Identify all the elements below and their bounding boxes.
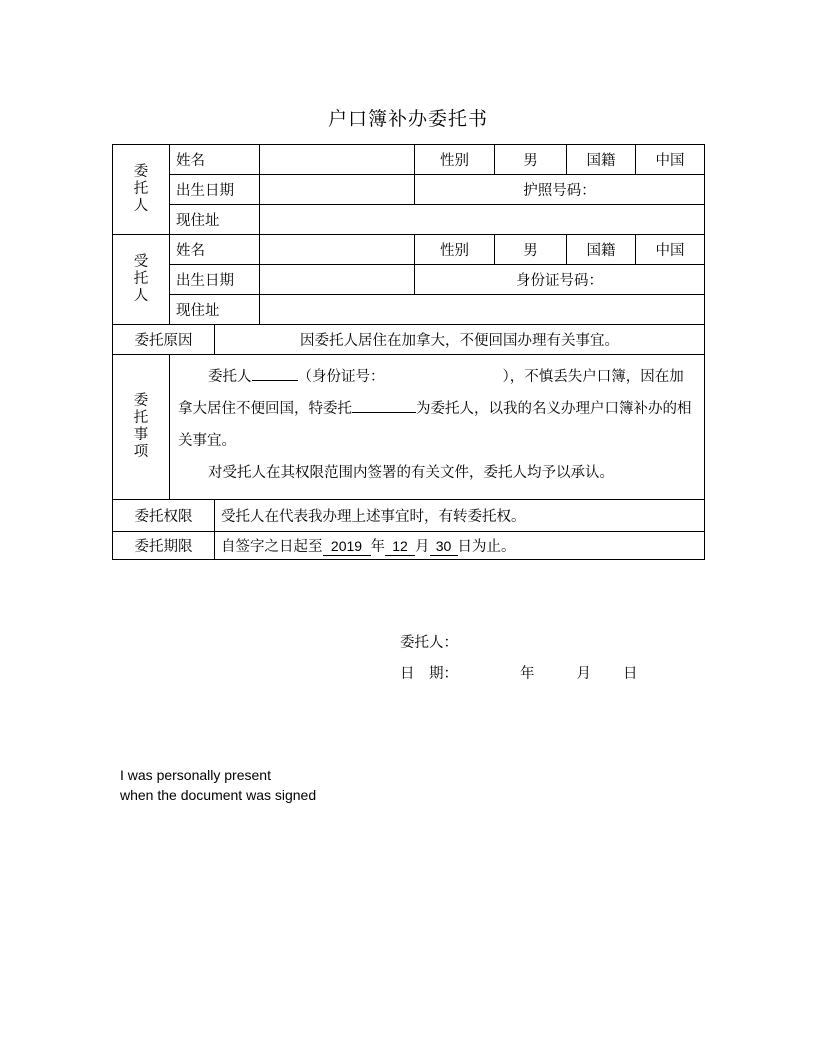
page-title: 户口簿补办委托书 (327, 108, 488, 130)
agent-name-blank[interactable] (352, 398, 416, 414)
agent-name-label: 姓名 (170, 235, 260, 265)
authority-label: 委托权限 (113, 500, 215, 532)
principal-gender-label: 性别 (415, 145, 495, 175)
principal-address-field[interactable] (260, 205, 705, 235)
notary-note-line-1: I was personally present (120, 767, 271, 783)
principal-gender-value[interactable]: 男 (495, 145, 567, 175)
signature-month-unit: 月 (576, 666, 591, 682)
period-day[interactable]: 30 (430, 537, 458, 556)
principal-nationality-value[interactable]: 中国 (636, 145, 705, 175)
notary-note (120, 765, 316, 805)
period-year[interactable]: 2019 (323, 537, 371, 556)
agent-gender-value[interactable]: 男 (495, 235, 567, 265)
agent-dob-label: 出生日期 (170, 265, 260, 295)
principal-dob-label: 出生日期 (170, 175, 260, 205)
principal-passport-label: 护照号码： (523, 183, 596, 199)
agent-dob-field[interactable] (260, 265, 415, 295)
reason-text: 因委托人居住在加拿大，不便回国办理有关事宜。 (215, 325, 705, 355)
matters-section-label: 委 托 事 项 (113, 355, 170, 500)
agent-nationality-value[interactable]: 中国 (636, 235, 705, 265)
principal-dob-field[interactable] (260, 175, 415, 205)
period-month[interactable]: 12 (385, 537, 415, 556)
agent-gender-label: 性别 (415, 235, 495, 265)
signature-date-line: 日 期： 年 月 日 (400, 666, 638, 682)
matters-paragraph-2: 对受托人在其权限范围内签署的有关文件，委托人均予以承认。 (208, 465, 614, 481)
principal-section-label: 委 托 人 (113, 145, 170, 235)
agent-id-label: 身份证号码： (516, 273, 603, 289)
period-text: 自签字之日起至 2019 年 12 月 30 日为止。 (215, 532, 705, 560)
authority-text: 受托人在代表我办理上述事宜时，有转委托权。 (215, 500, 705, 532)
agent-name-field[interactable] (260, 235, 415, 265)
principal-name-blank[interactable] (252, 366, 298, 382)
agent-address-label: 现住址 (170, 295, 260, 325)
notary-note-line-2: when the document was signed (120, 787, 317, 803)
principal-name-label: 姓名 (170, 145, 260, 175)
principal-name-field[interactable] (260, 145, 415, 175)
period-label: 委托期限 (113, 532, 215, 560)
signature-principal-label: 委托人： (400, 635, 458, 651)
agent-address-field[interactable] (260, 295, 705, 325)
principal-passport-field[interactable] (415, 175, 705, 205)
agent-nationality-label: 国籍 (567, 235, 636, 265)
agent-id-field[interactable] (415, 265, 705, 295)
principal-nationality-label: 国籍 (567, 145, 636, 175)
principal-address-label: 现住址 (170, 205, 260, 235)
signature-block (400, 628, 638, 690)
reason-label: 委托原因 (113, 325, 215, 355)
signature-day-unit: 日 (623, 666, 638, 682)
entrustment-form-table (112, 144, 705, 560)
agent-section-label: 受 托 人 (113, 235, 170, 325)
signature-year-unit: 年 (520, 666, 535, 682)
matters-paragraph-1: 委托人 （身份证号： ），不慎丢失户口簿，因在加拿大居住不便回国，特委托 为委托人，以我的名义办理户口簿补办的相关事宜。 (178, 361, 696, 457)
matters-body (170, 355, 705, 500)
